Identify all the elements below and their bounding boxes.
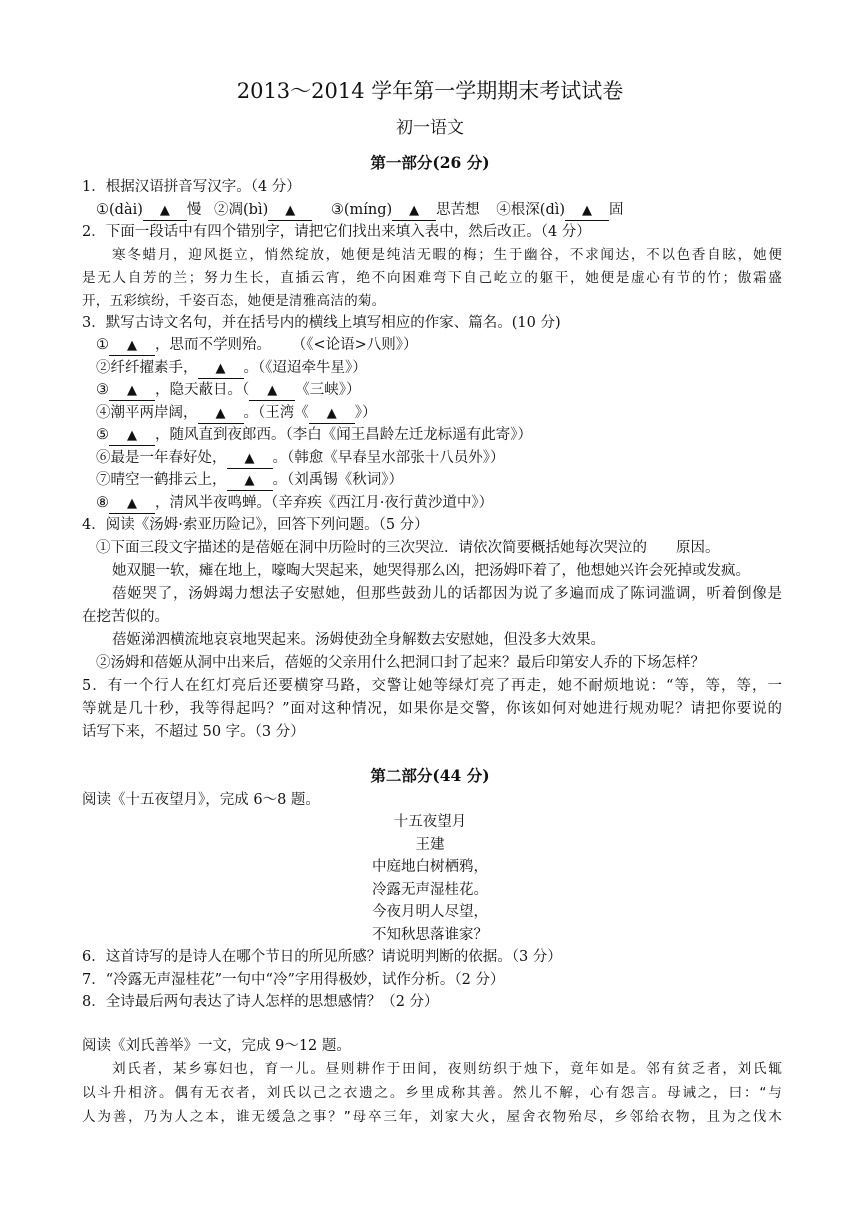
q3-item-6 <box>96 447 796 470</box>
q3-item-1-pre: ① <box>96 337 109 353</box>
q3-item-3 <box>96 379 796 402</box>
q3-item-8-source: （辛弃疾《西江月·夜行黄沙道中》） <box>271 495 494 511</box>
q3-item-7-mid: 。 <box>272 472 287 488</box>
q3-blank-5[interactable] <box>109 426 155 446</box>
exam-title: 2013～2014 学年第一学期期末考试试卷 <box>236 79 624 103</box>
q4-sub2: ②汤姆和蓓姬从洞中出来后，蓓姬的父亲用什么把洞口封了起来？最后印第安人乔的下场怎样？ <box>96 655 705 671</box>
q3-item-8 <box>96 492 796 515</box>
q1-stem: 1．根据汉语拼音写汉字。（4 分） <box>82 179 301 195</box>
q3-blank-3b[interactable] <box>249 381 295 401</box>
q3-item-5-pre: ⑤ <box>96 427 109 443</box>
poem-title: 十五夜望月 <box>393 814 467 830</box>
part2-intro-2: 阅读《刘氏善举》一文，完成 9～12 题。 <box>82 1038 351 1054</box>
q3-item-4 <box>96 402 796 425</box>
blank-triangle: ▲ <box>409 203 420 218</box>
q2-passage-line-3: 开，五彩缤纷，千姿百态，她便是清雅高洁的菊。 <box>82 293 386 309</box>
q3-blank-3[interactable] <box>109 381 155 401</box>
q3-item-2-mid: 。 <box>243 360 258 376</box>
q3-blank-2[interactable] <box>198 359 244 379</box>
q7-stem: 7．“冷露无声湿桂花”一句中“冷”字用得极妙，试作分析。（2 分） <box>82 972 505 988</box>
q3-stem: 3．默写古诗文名句，并在括号内的横线上填写相应的作家、篇名。(10 分) <box>82 315 561 331</box>
blank-triangle: ▲ <box>159 203 170 218</box>
q4-para-1: 她双腿一软，瘫在地上，嚎啕大哭起来，她哭得那么凶，把汤姆吓着了，他想她兴许会死掉或发疯。 <box>112 563 750 579</box>
q1-item-3-pre: ③(míng) <box>330 202 393 218</box>
q2-passage-line-2: 是无人自芳的兰；努力生长，直插云宵，绝不向困难弯下自己屹立的躯干，她便是虚心有节的竹；傲霜盛 <box>82 270 782 286</box>
poem-line-1: 中庭地白树栖鸦， <box>372 859 488 875</box>
q3-item-5-mid: ，随风直到夜郎西。 <box>155 427 286 443</box>
q4-para-3: 蓓姬涕泗横流地哀哀地哭起来。汤姆使劲全身解数去安慰她，但没多大效果。 <box>112 632 605 648</box>
blank-triangle: ▲ <box>127 428 137 443</box>
q3-item-6-pre: ⑥最是一年春好处， <box>96 450 227 466</box>
blank-triangle: ▲ <box>326 406 337 421</box>
q3-item-5 <box>96 424 796 447</box>
passage-line-2: 以斗升相济。偶有无衣者，刘氏以己之衣遗之。乡里成称其善。然儿不解，心有怨言。母诫之，曰：“与 <box>82 1085 782 1101</box>
q1-item-2-pre: ②凋(bì) <box>214 202 269 218</box>
q3-item-1 <box>96 334 796 357</box>
q3-item-4-mid: 。（王湾《 <box>243 405 309 421</box>
q3-item-5-source: （李白《闻王昌龄左迁龙标遥有此寄》） <box>285 427 532 443</box>
part2-intro: 阅读《十五夜望月》，完成 6～8 题。 <box>82 792 320 808</box>
q4-para-2b: 在挖苦似的。 <box>82 609 169 625</box>
q5-line-1: 5．有一个行人在红灯亮后还要横穿马路，交警让她等绿灯亮了再走，她不耐烦地说：“等，等，等，一 <box>82 678 782 694</box>
blank-triangle: ▲ <box>244 451 255 466</box>
q3-item-7-pre: ⑦晴空一鹤排云上， <box>96 472 227 488</box>
q3-blank-4b[interactable] <box>309 404 355 424</box>
blank-triangle: ▲ <box>215 361 226 376</box>
q1-item-1-pre: ①(dài) <box>96 202 143 218</box>
poem-line-2: 冷露无声湿桂花。 <box>372 882 488 898</box>
poem-line-3: 今夜月明人尽望， <box>372 904 488 920</box>
q4-sub1: ①下面三段文字描述的是蓓姬在洞中历险时的三次哭泣．请依次简要概括她每次哭泣的 原因。 <box>96 540 720 556</box>
blank-triangle: ▲ <box>267 383 278 398</box>
exam-subtitle: 初一语文 <box>396 118 464 138</box>
q3-item-6-mid: 。 <box>272 450 287 466</box>
q3-item-1-mid: ，思而不学则殆。 <box>155 337 271 353</box>
q3-item-7 <box>96 469 796 492</box>
q1-item-4-post: 固 <box>609 202 624 218</box>
q1-blank-2[interactable] <box>268 201 312 221</box>
q3-item-1-source: （《<论语>八则》） <box>299 337 418 353</box>
q3-blank-8[interactable] <box>109 494 155 514</box>
q1-blank-1[interactable] <box>143 201 187 221</box>
passage-line-3: 人为善，乃为人之本，谁无缓急之事？”母卒三年，刘家大火，屋舍衣物殆尽，乡邻给衣物，且为之伐木 <box>82 1109 782 1125</box>
q4-stem: 4．阅读《汤姆·索亚历险记》，回答下列问题。（5 分） <box>82 517 429 533</box>
blank-triangle: ▲ <box>285 203 296 218</box>
q3-blank-6[interactable] <box>227 449 273 469</box>
poem-line-4: 不知秋思落谁家？ <box>372 927 488 943</box>
q2-passage-line-1: 寒冬蜡月，迎风挺立，悄然绽放，她便是纯洁无暇的梅；生于幽谷，不求闻达，不以色香自眩，她便 <box>112 247 782 263</box>
q3-blank-4[interactable] <box>198 404 244 424</box>
passage-line-1: 刘氏者，某乡寡妇也，育一儿。昼则耕作于田间，夜则纺织于烛下，竟年如是。邻有贫乏者，刘氏辄 <box>112 1061 782 1077</box>
part1-heading: 第一部分(26 分) <box>370 153 490 172</box>
q8-stem: 8．全诗最后两句表达了诗人怎样的思想感情？（2 分） <box>82 994 439 1010</box>
q1-items <box>96 199 796 222</box>
q1-blank-4[interactable] <box>565 201 609 221</box>
q3-item-4-pre: ④潮平两岸阔， <box>96 405 198 421</box>
q4-para-2a: 蓓姬哭了，汤姆竭力想法子安慰她，但那些鼓劲儿的话都因为说了多遍而成了陈词滥调，听着倒像是 <box>112 586 782 602</box>
q3-item-2-source: （《迢迢牵牛星》） <box>258 360 367 376</box>
q3-blank-7[interactable] <box>227 471 273 491</box>
q3-item-4-source: 》） <box>354 405 377 421</box>
q3-item-8-pre: ⑧ <box>96 495 109 511</box>
q1-blank-3[interactable] <box>392 201 436 221</box>
q5-line-3: 话写下来，不超过 50 字。（3 分） <box>82 724 305 740</box>
q3-blank-1[interactable] <box>109 336 155 356</box>
q3-item-7-source: （刘禹锡《秋词》） <box>287 472 403 488</box>
q5-line-2: 等就是几十秒，我等得起吗？”面对这种情况，如果你是交警，你该如何对她进行规劝呢？请把你要说的 <box>82 701 782 717</box>
blank-triangle: ▲ <box>215 406 226 421</box>
q3-item-6-source: （韩愈《早春呈水部张十八员外》） <box>287 450 505 466</box>
blank-triangle: ▲ <box>127 496 137 511</box>
blank-triangle: ▲ <box>127 338 137 353</box>
q3-item-8-mid: ，清风半夜鸣蝉。 <box>155 495 271 511</box>
q3-item-3-source: 《三峡》） <box>295 382 361 398</box>
blank-triangle: ▲ <box>127 383 137 398</box>
blank-triangle: ▲ <box>244 473 255 488</box>
part2-heading: 第二部分(44 分) <box>370 766 490 785</box>
q3-item-3-pre: ③ <box>96 382 109 398</box>
q1-item-1-post: 慢 <box>186 202 202 218</box>
q3-item-2 <box>96 357 796 380</box>
q3-item-3-mid: ，隐天蔽日。（ <box>155 382 250 398</box>
poem-author: 王建 <box>415 837 445 853</box>
q1-item-3-post: 思苦想 <box>436 202 480 218</box>
q1-item-4-pre: ④根深(dì) <box>496 202 566 218</box>
q6-stem: 6．这首诗写的是诗人在哪个节日的所见所感？请说明判断的依据。（3 分） <box>82 949 562 965</box>
q2-stem: 2．下面一段话中有四个错别字，请把它们找出来填入表中，然后改正。（4 分） <box>82 224 591 240</box>
q3-item-2-pre: ②纤纤擢素手， <box>96 360 198 376</box>
blank-triangle: ▲ <box>582 203 593 218</box>
